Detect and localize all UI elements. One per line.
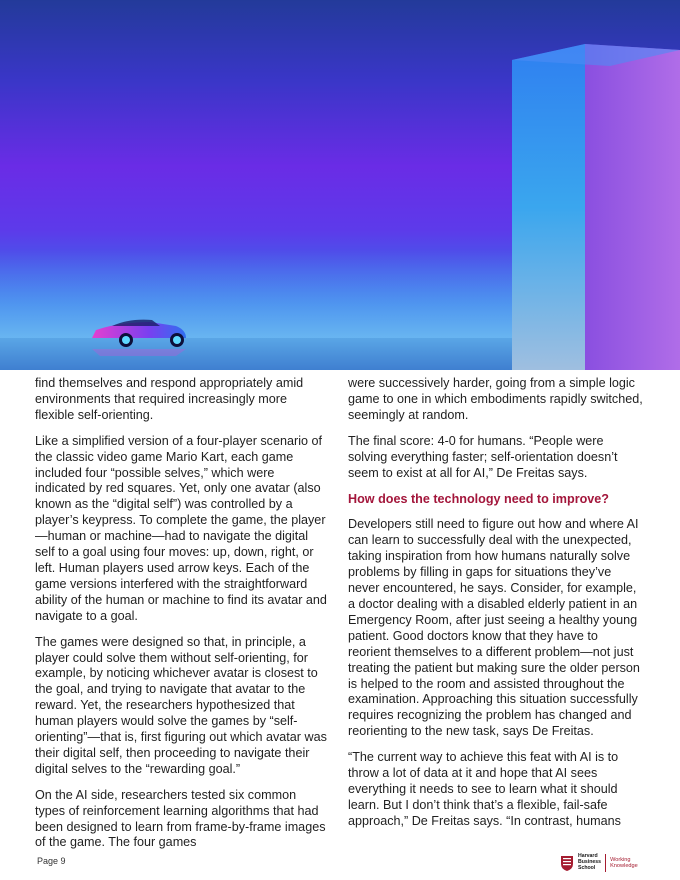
paragraph: The games were designed so that, in principle, a player could solve them without self-orienting, for example, by noticing whichever avatar is closest to the goal, and trying to navigate that avatar to the reward. Yet, the researchers hypothesized that human players would solve the games by “self-orienting”—that is, first figuring out which avatar was their digital self, then proceeding to navigate their digital selves to the “rewarding goal.”	[35, 634, 327, 776]
logo-wordmark: Harvard Business School	[578, 854, 606, 871]
paragraph: Developers still need to figure out how and where AI can learn to successfully deal with the unexpected, taking inspiration from how humans naturally solve problems by filling in gaps for situations they’ve never encountered, he says. Consider, for example, a doctor dealing with a disabled elderly patient in an Emergency Room, after just seeing a healthy young patient. Good doctors know that they have to reorient themselves to a different problem—not just treating the patient but making sure the older person is helped to the room and assisted throughout the examination. Approaching this situation successfully requires recognizing the problem has changed and reorienting to the new task, says De Freitas.	[348, 517, 640, 739]
brand-wordmark: Working Knowledge	[610, 856, 638, 869]
hero-image	[0, 0, 680, 370]
paragraph: were successively harder, going from a simple logic game to one in which embodiments rapidly switched, seemingly at random.	[348, 376, 643, 422]
hbs-logo	[561, 851, 638, 875]
paragraph: find themselves and respond appropriately amid environments that required increasingly more flexible self-orienting.	[35, 376, 304, 422]
shield-icon	[561, 856, 573, 871]
section-heading: How does the technology need to improve?	[348, 492, 609, 507]
page-number: Page 9	[37, 856, 66, 866]
paragraph: On the AI side, researchers tested six common types of reinforcement learning algorithms that had been designed to learn from frame-by-frame images of the game. The four games	[35, 787, 326, 850]
paragraph: “The current way to achieve this feat with AI is to throw a lot of data at it and hope that AI sees everything it needs to see to learn what it should learn. But I don’t think that’s a flexible, fail-safe approach,” De Freitas says. “In contrast, humans	[348, 750, 621, 828]
paragraph: The final score: 4-0 for humans. “People were solving everything faster; self-orientation doesn’t seem to exist at all for AI,” De Freitas says.	[348, 433, 618, 480]
paragraph: Like a simplified version of a four-player scenario of the classic video game Mario Kart, each game included four “possible selves,” which were indicated by red squares. Yet, only one avatar (also known as the “digital self”) was controlled by a player’s keypress. To complete the game, the player—human or machine—had to navigate the digital self to a goal using four moves: up, down, right, or left. Human players used arrow keys. Each of the game versions interfered with the straightforward ability of the human or machine to find its avatar and navigate to a goal.	[35, 433, 327, 623]
right-column	[348, 376, 644, 840]
left-column	[35, 376, 327, 861]
hero-illustration	[0, 0, 680, 370]
